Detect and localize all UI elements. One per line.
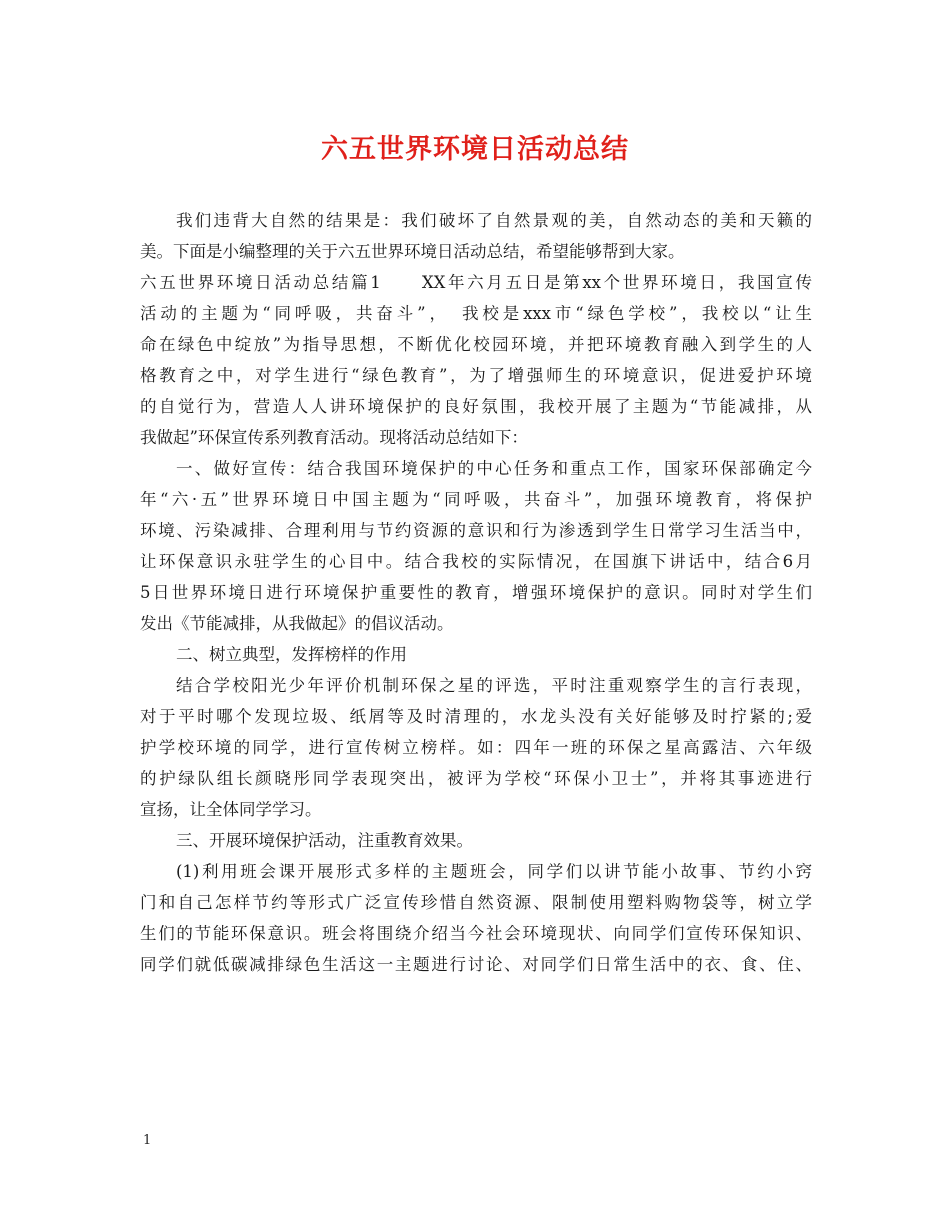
text-line: 格教育之中，对学生进行“绿色教育”，为了增强师生的环境意识，促进爱护环境 (140, 366, 812, 385)
page-number: 1 (143, 1133, 152, 1148)
text-line: 同学们就低碳减排绿色生活这一主题进行讨论、对同学们日常生活中的衣、食、住、 (140, 955, 812, 974)
text-line: 对于平时哪个发现垃圾、纸屑等及时清理的，水龙头没有关好能够及时拧紧的;爱 (140, 707, 812, 726)
text-line: 命在绿色中绽放”为指导思想，不断优化校园环境，并把环境教育融入到学生的人 (140, 335, 812, 354)
text-line: 护学校环境的同学，进行宣传树立榜样。如：四年一班的环保之星高露洁、六年级 (140, 738, 812, 757)
document-title: 六五世界环境日活动总结 (321, 134, 629, 165)
text-line: (1)利用班会课开展形式多样的主题班会，同学们以讲节能小故事、节约小窍 (176, 862, 812, 881)
text-line: 门和自己怎样节约等形式广泛宣传珍惜自然资源、限制使用塑料购物袋等，树立学 (140, 893, 812, 912)
text-line: 5日世界环境日进行环境保护重要性的教育，增强环境保护的意识。同时对学生们 (140, 583, 812, 602)
text-line: 结合学校阳光少年评价机制环保之星的评选，平时注重观察学生的言行表现， (176, 676, 812, 695)
text-line: 我做起”环保宣传系列教育活动。现将活动总结如下： (140, 428, 528, 447)
text-line: 六五世界环境日活动总结篇1 XX年六月五日是第xx个世界环境日，我国宣传 (140, 273, 812, 292)
text-line: 我们违背大自然的结果是：我们破坏了自然景观的美，自然动态的美和天籁的 (176, 211, 812, 230)
text-line: 发出《节能减排，从我做起》的倡议活动。 (140, 614, 454, 633)
text-line: 的自觉行为，营造人人讲环境保护的良好氛围，我校开展了主题为“节能减排，从 (140, 397, 812, 416)
text-line: 美。下面是小编整理的关于六五世界环境日活动总结，希望能够帮到大家。 (140, 242, 685, 261)
text-line: 让环保意识永驻学生的心目中。结合我校的实际情况，在国旗下讲话中，结合6月 (140, 552, 812, 571)
text-line: 的护绿队组长颜晓彤同学表现突出，被评为学校“环保小卫士”，并将其事迹进行 (140, 769, 812, 788)
text-line: 一、做好宣传：结合我国环境保护的中心任务和重点工作，国家环保部确定今 (176, 459, 812, 478)
text-line: 年“六·五”世界环境日中国主题为“同呼吸，共奋斗”，加强环境教育，将保护 (140, 490, 812, 509)
text-line: 环境、污染减排、合理利用与节约资源的意识和行为渗透到学生日常学习生活当中， (140, 521, 812, 540)
section-heading: 二、树立典型，发挥榜样的作用 (176, 645, 407, 664)
document-body (140, 205, 812, 980)
text-line: 宣扬，让全体同学学习。 (140, 800, 322, 819)
text-line: 生们的节能环保意识。班会将围绕介绍当今社会环境现状、向同学们宣传环保知识、 (140, 924, 812, 943)
text-line: 活动的主题为“同呼吸，共奋斗”， 我校是xxx市“绿色学校”，我校以“让生 (140, 304, 812, 323)
section-heading: 三、开展环境保护活动，注重教育效果。 (176, 831, 473, 850)
